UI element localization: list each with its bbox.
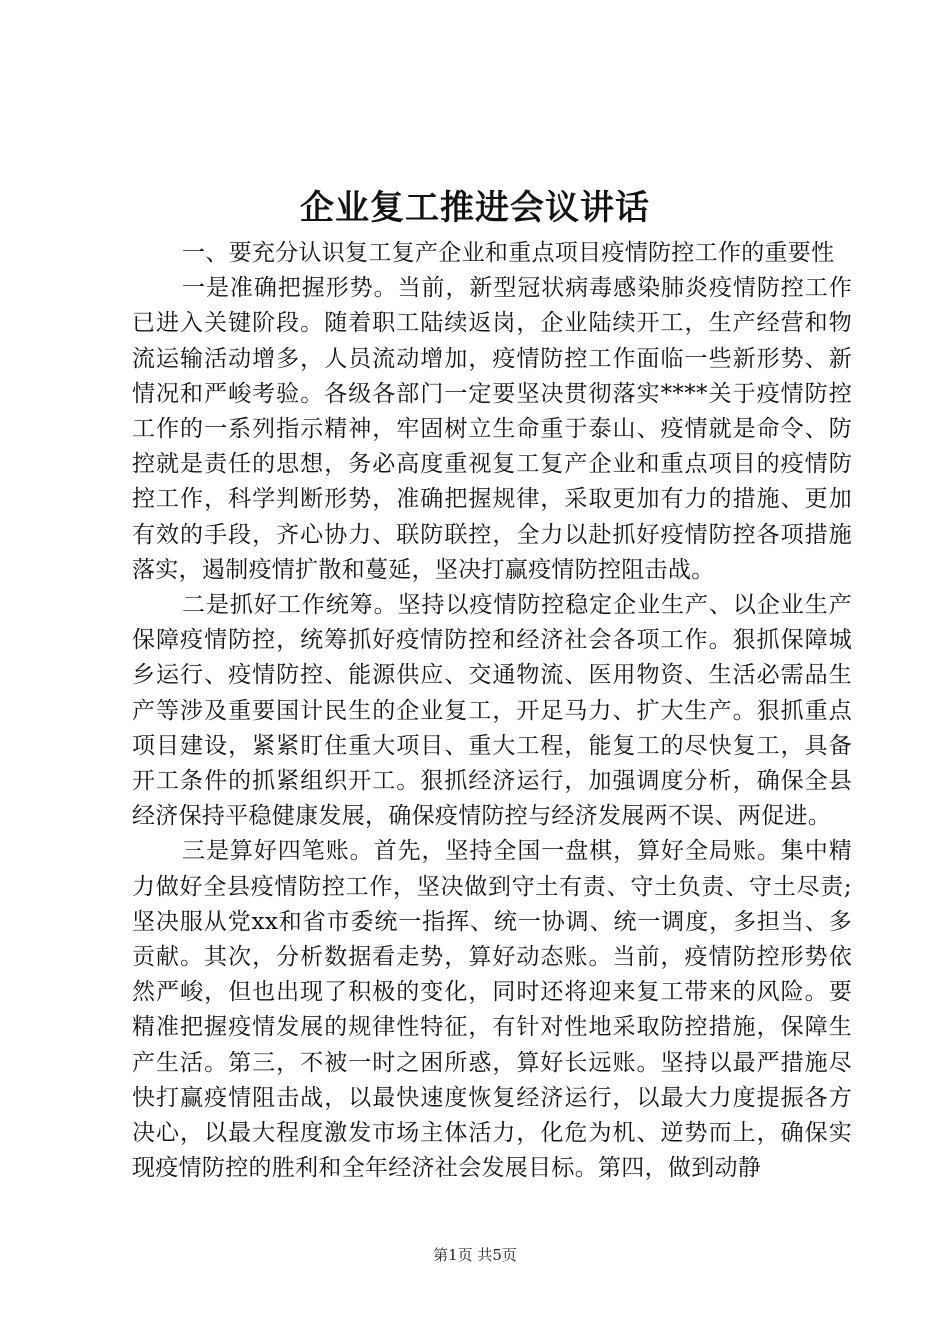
paragraph-four-accounts: 三是算好四笔账。首先，坚持全国一盘棋，算好全局账。集中精力做好全县疫情防控工作，坚决做到守土有责、守土负责、守土尽责;坚决服从党xx和省市委统一指挥、统一协调、统一调度，多担当、多贡献。其次，分析数据看走势，算好动态账。当前，疫情防控形势依然严峻，但也出现了积极的变化，同时还将迎来复工带来的风险。要精准把握疫情发展的规律性特征，有针对性地采取防控措施，保障生产生活。第三，不被一时之困所惑，算好长远账。坚持以最严措施尽快打赢疫情阻击战，以最快速度恢复经济运行，以最大力度提振各方决心，以最大程度激发市场主体活力，化危为机、逆势而上，确保实现疫情防控的胜利和全年经济社会发展目标。第四，做到动静 <box>132 838 852 1182</box>
page-footer: 第1页 共5页 <box>433 1246 517 1264</box>
document-title: 企业复工推进会议讲话 <box>300 188 650 228</box>
paragraph-coordination: 二是抓好工作统筹。坚持以疫情防控稳定企业生产、以企业生产保障疫情防控，统筹抓好疫情防控和经济社会各项工作。狠抓保障城乡运行、疫情防控、能源供应、交通物流、医用物资、生活必需品生产等涉及重要国计民生的企业复工，开足马力、扩大生产。狠抓重点项目建设，紧紧盯住重大项目、重大工程，能复工的尽快复工，具备开工条件的抓紧组织开工。狠抓经济运行，加强调度分析，确保全县经济保持平稳健康发展，确保疫情防控与经济发展两不误、两促进。 <box>132 592 852 830</box>
paragraph-situation: 一是准确把握形势。当前，新型冠状病毒感染肺炎疫情防控工作已进入关键阶段。随着职工陆续返岗，企业陆续开工，生产经营和物流运输活动增多，人员流动增加，疫情防控工作面临一些新形势、新情况和严峻考验。各级各部门一定要坚决贯彻落实****关于疫情防控工作的一系列指示精神，牢固树立生命重于泰山、疫情就是命令、防控就是责任的思想，务必高度重视复工复产企业和重点项目的疫情防控工作，科学判断形势，准确把握规律，采取更加有力的措施、更加有效的手段，齐心协力、联防联控，全力以赴抓好疫情防控各项措施落实，遏制疫情扩散和蔓延，坚决打赢疫情防控阻击战。 <box>132 275 852 583</box>
document-body <box>132 236 852 1186</box>
section-heading: 一、要充分认识复工复产企业和重点项目疫情防控工作的重要性 <box>182 240 835 266</box>
